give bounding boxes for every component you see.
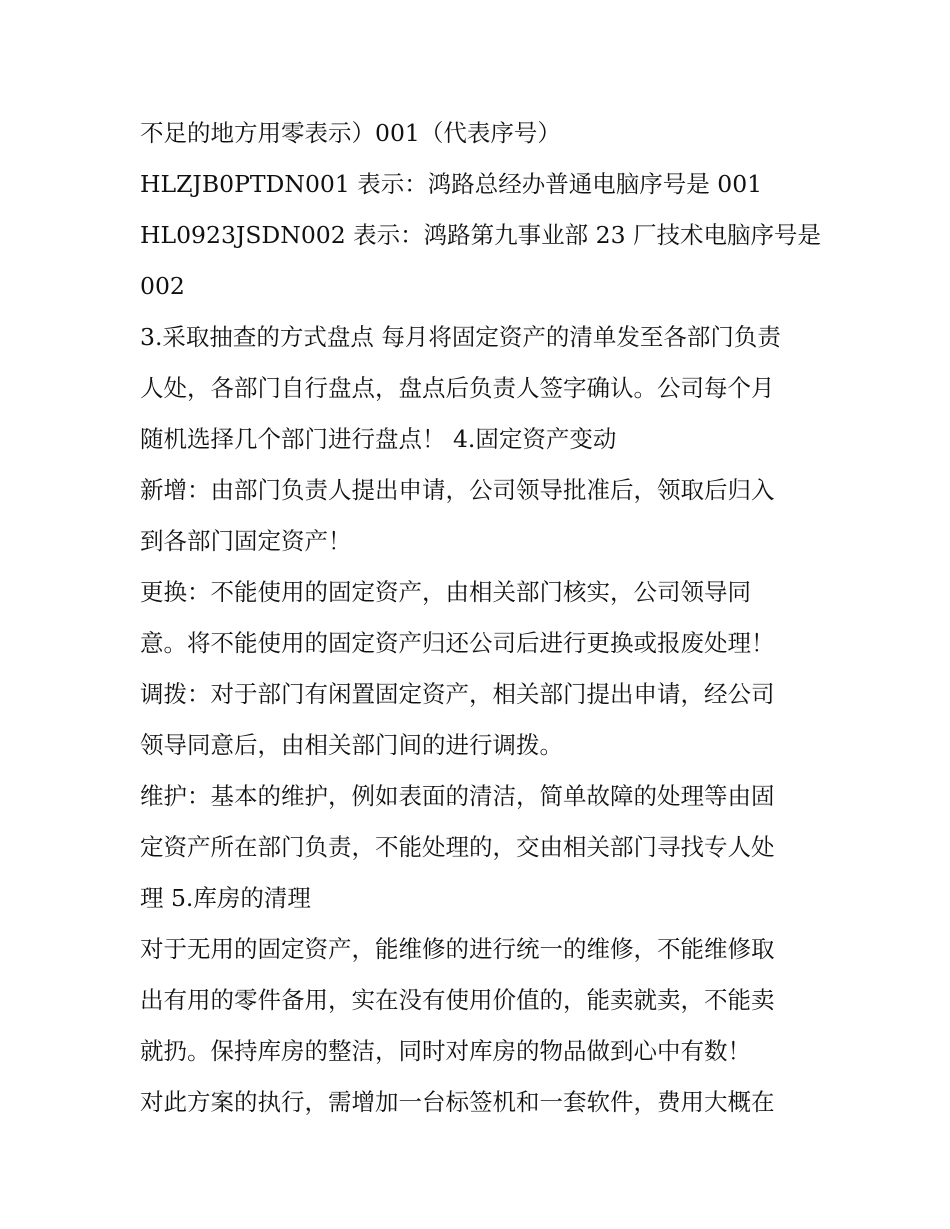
text-line: 理 5.库房的清理	[140, 884, 311, 912]
text-line: 领导同意后，由相关部门间的进行调拨。	[140, 731, 563, 759]
text-line: 人处，各部门自行盘点，盘点后负责人签字确认。公司每个月	[140, 374, 775, 402]
text-line: HL0923JSDN002 表示：鸿路第九事业部 23 厂技术电脑序号是	[140, 221, 821, 249]
text-line: 定资产所在部门负责，不能处理的，交由相关部门寻找专人处	[140, 833, 775, 861]
document-page	[140, 108, 820, 1128]
text-line: 新增：由部门负责人提出申请，公司领导批准后，领取后归入	[140, 476, 775, 504]
text-line: 更换：不能使用的固定资产，由相关部门核实，公司领导同	[140, 578, 751, 606]
text-line: 维护：基本的维护，例如表面的清洁，简单故障的处理等由固	[140, 782, 775, 810]
text-line: 对于无用的固定资产，能维修的进行统一的维修，不能维修取	[140, 935, 775, 963]
text-line: 出有用的零件备用，实在没有使用价值的，能卖就卖，不能卖	[140, 986, 775, 1014]
text-line: HLZJB0PTDN001 表示：鸿路总经办普通电脑序号是 001	[140, 170, 763, 198]
text-line: 调拨：对于部门有闲置固定资产，相关部门提出申请，经公司	[140, 680, 775, 708]
text-line: 不足的地方用零表示）001（代表序号）	[140, 119, 561, 147]
text-line: 002	[140, 272, 185, 300]
text-line: 对此方案的执行，需增加一台标签机和一套软件，费用大概在	[140, 1088, 775, 1116]
text-line: 到各部门固定资产！	[140, 527, 352, 555]
text-line: 就扔。保持库房的整洁，同时对库房的物品做到心中有数！	[140, 1037, 751, 1065]
text-line: 3.采取抽查的方式盘点 每月将固定资产的清单发至各部门负责	[140, 323, 781, 351]
text-line: 随机选择几个部门进行盘点！ 4.固定资产变动	[140, 425, 617, 453]
text-line: 意。将不能使用的固定资产归还公司后进行更换或报废处理！	[140, 629, 775, 657]
